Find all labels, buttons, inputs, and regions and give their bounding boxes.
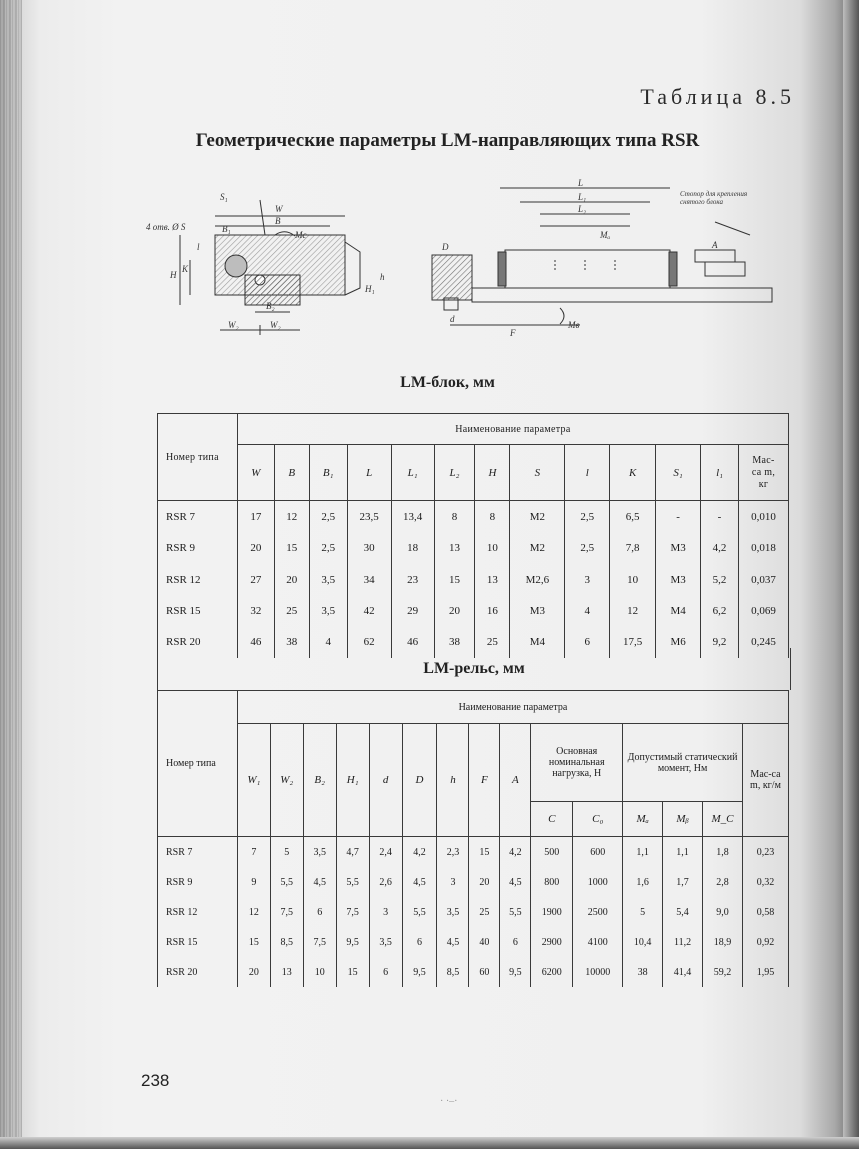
value-cell: 0,018 [738,533,788,564]
value-cell: 1,1 [623,837,663,867]
col-header: F [469,724,500,837]
label-l2: L₂ [578,204,587,214]
page-bottom-edge [0,1137,859,1149]
value-cell: 6 [402,927,437,957]
col-header: H₁ [336,724,369,837]
col-header: W [237,445,274,501]
value-cell: 9 [237,867,270,897]
page-number: 238 [141,1071,170,1090]
value-cell: 60 [469,957,500,987]
rail-type-header: Номер типа [158,691,238,837]
value-cell: 7,5 [270,897,303,927]
label-h1: H₁ [365,284,375,294]
value-cell: 15 [237,927,270,957]
value-cell: 13,4 [391,501,434,533]
type-cell: RSR 20 [158,957,238,987]
value-cell: 20 [434,595,475,626]
value-cell: 3,5 [303,837,336,867]
rail-mass-header: Мас-са m, кг/м [742,724,788,837]
value-cell: 25 [274,595,309,626]
value-cell: M4 [510,627,565,658]
value-cell: 13 [270,957,303,987]
type-cell: RSR 20 [158,627,238,658]
value-cell: 6 [500,927,531,957]
value-cell: 3 [565,564,610,595]
value-cell: 29 [391,595,434,626]
label-h-small: h [380,272,385,282]
col-header: L₁ [391,445,434,501]
label-w2-right: W₂ [270,320,281,330]
rail-section-header [157,648,791,690]
type-cell: RSR 15 [158,595,238,626]
value-cell: 2,4 [369,837,402,867]
value-cell: M4 [656,595,701,626]
value-cell: 4,5 [500,867,531,897]
type-cell: RSR 7 [158,837,238,867]
book-binding [0,0,22,1149]
col-header: W₂ [270,724,303,837]
value-cell: 4,5 [437,927,469,957]
value-cell: 7 [237,837,270,867]
value-cell: 10 [475,533,510,564]
value-cell: 6,5 [610,501,656,533]
col-header: M_C [703,802,743,837]
value-cell: 4,5 [303,867,336,897]
value-cell: 59,2 [703,957,743,987]
value-cell: 2,8 [703,867,743,897]
value-cell: 500 [531,837,573,867]
col-header: W₁ [237,724,270,837]
type-header: Номер типа [158,414,238,501]
value-cell: 34 [347,564,391,595]
value-cell: 9,5 [500,957,531,987]
technical-drawing [146,178,780,345]
col-header: C₀ [573,802,623,837]
label-l1: L₁ [578,192,587,202]
value-cell: 16 [475,595,510,626]
value-cell: 38 [274,627,309,658]
side-view [432,188,772,325]
value-cell: M6 [656,627,701,658]
value-cell: 8 [434,501,475,533]
value-cell: 2,5 [309,501,347,533]
value-cell: 5,5 [270,867,303,897]
value-cell: 800 [531,867,573,897]
rail-table-body [158,837,789,987]
value-cell: 5 [623,897,663,927]
page-right-edge [843,0,859,1149]
value-cell: M3 [510,595,565,626]
block-table-body [158,501,789,658]
param-header: Наименование параметра [237,414,788,445]
moment-header: Допустимый статический момент, Нм [623,724,743,802]
value-cell: 5,4 [663,897,703,927]
value-cell: 9,0 [703,897,743,927]
value-cell: 15 [274,533,309,564]
value-cell: 0,32 [742,867,788,897]
type-cell: RSR 9 [158,533,238,564]
col-header: Mᵦ [663,802,703,837]
label-a: A [712,240,718,250]
col-header: K [610,445,656,501]
note-stopper-2: снятого блока [680,198,723,206]
table-row [158,897,789,927]
value-cell: 12 [274,501,309,533]
value-cell: - [701,501,739,533]
value-cell: 7,5 [303,927,336,957]
value-cell: 23 [391,564,434,595]
value-cell: 600 [573,837,623,867]
label-b: B [275,216,281,226]
table-row [158,837,789,867]
col-header: l₁ [701,445,739,501]
value-cell: 4100 [573,927,623,957]
label-mb: Mв [568,320,580,330]
col-header: C [531,802,573,837]
page-title: Геометрические параметры LM-направляющих типа RSR [195,130,700,151]
value-cell: 5,5 [500,897,531,927]
value-cell: 10 [303,957,336,987]
value-cell: 6200 [531,957,573,987]
value-cell: 4,2 [500,837,531,867]
label-f: F [510,328,516,338]
col-header: S₁ [656,445,701,501]
cross-section-view [180,200,360,335]
label-w: W [275,204,283,214]
value-cell: 6 [565,627,610,658]
value-cell: 1,6 [623,867,663,897]
value-cell: 6 [303,897,336,927]
col-header: Mₐ [623,802,663,837]
value-cell: 8,5 [270,927,303,957]
col-header: h [437,724,469,837]
label-s1: S₁ [220,192,228,202]
value-cell: 0,245 [738,627,788,658]
value-cell: 0,23 [742,837,788,867]
col-header: D [402,724,437,837]
col-header: B₁ [309,445,347,501]
label-mc: Mc [295,230,307,240]
load-header: Основная номинальная нагрузка, Н [531,724,623,802]
value-cell: 46 [237,627,274,658]
value-cell: 20 [237,957,270,987]
value-cell: 2,5 [565,533,610,564]
value-cell: 7,5 [336,897,369,927]
value-cell: 0,92 [742,927,788,957]
table-row [158,501,789,533]
rail-section-title: LM-рельс, мм [423,660,525,677]
value-cell: 13 [475,564,510,595]
value-cell: 12 [610,595,656,626]
value-cell: 18,9 [703,927,743,957]
value-cell: 23,5 [347,501,391,533]
value-cell: 1,95 [742,957,788,987]
value-cell: 3,5 [437,897,469,927]
value-cell: 1000 [573,867,623,897]
value-cell: 9,2 [701,627,739,658]
value-cell: 10 [610,564,656,595]
value-cell: 8,5 [437,957,469,987]
block-params-table [157,413,789,658]
value-cell: 8 [475,501,510,533]
value-cell: 40 [469,927,500,957]
note-stopper-1: Стопор для крепления [680,190,748,198]
value-cell: 3 [437,867,469,897]
value-cell: 25 [469,897,500,927]
value-cell: 17,5 [610,627,656,658]
col-header: L [347,445,391,501]
value-cell: 4 [309,627,347,658]
value-cell: 62 [347,627,391,658]
table-row [158,533,789,564]
value-cell: 7,8 [610,533,656,564]
value-cell: 2,5 [565,501,610,533]
label-l-total: L [578,178,584,188]
value-cell: 18 [391,533,434,564]
col-header: H [475,445,510,501]
value-cell: 0,069 [738,595,788,626]
value-cell: 2500 [573,897,623,927]
value-cell: 6,2 [701,595,739,626]
value-cell: 4,7 [336,837,369,867]
type-cell: RSR 9 [158,867,238,897]
type-cell: RSR 12 [158,564,238,595]
value-cell: 11,2 [663,927,703,957]
value-cell: 15 [469,837,500,867]
value-cell: 5,5 [336,867,369,897]
value-cell: 3,5 [369,927,402,957]
value-cell: 3 [369,897,402,927]
type-cell: RSR 12 [158,897,238,927]
value-cell: 4,5 [402,867,437,897]
value-cell: 32 [237,595,274,626]
col-header: A [500,724,531,837]
value-cell: M2 [510,533,565,564]
value-cell: 1,8 [703,837,743,867]
label-l: l [197,242,200,252]
mass-col-header: Мас- са m, кг [738,445,788,501]
label-b2: B₂ [266,301,275,311]
value-cell: 20 [274,564,309,595]
value-cell: 4 [565,595,610,626]
rail-param-header: Наименование параметра [237,691,788,724]
value-cell: 15 [434,564,475,595]
col-header: l [565,445,610,501]
value-cell: 20 [469,867,500,897]
value-cell: 15 [336,957,369,987]
label-h: H [170,270,177,280]
col-header: L₂ [434,445,475,501]
value-cell: 4,2 [402,837,437,867]
label-d-big: D [442,242,449,252]
col-header: d [369,724,402,837]
value-cell: 2,5 [309,533,347,564]
col-header: B [274,445,309,501]
value-cell: 38 [434,627,475,658]
value-cell: 0,010 [738,501,788,533]
value-cell: 6 [369,957,402,987]
value-cell: 25 [475,627,510,658]
value-cell: 1900 [531,897,573,927]
value-cell: 3,5 [309,564,347,595]
block-section-title: LM-блок, мм [400,374,495,391]
table-row [158,595,789,626]
value-cell: 5,2 [701,564,739,595]
value-cell: M3 [656,533,701,564]
value-cell: 46 [391,627,434,658]
value-cell: 2900 [531,927,573,957]
value-cell: 41,4 [663,957,703,987]
label-d-small: d [450,314,455,324]
label-k: K [182,264,189,274]
label-holes: 4 отв. Ø S [146,222,186,232]
value-cell: 13 [434,533,475,564]
type-cell: RSR 15 [158,927,238,957]
value-cell: 12 [237,897,270,927]
value-cell: 2,6 [369,867,402,897]
value-cell: 17 [237,501,274,533]
value-cell: 0,037 [738,564,788,595]
value-cell: 1,1 [663,837,703,867]
value-cell: 42 [347,595,391,626]
table-row [158,564,789,595]
col-header: B₂ [303,724,336,837]
value-cell: 9,5 [402,957,437,987]
value-cell: 4,2 [701,533,739,564]
type-cell: RSR 7 [158,501,238,533]
value-cell: 9,5 [336,927,369,957]
value-cell: 27 [237,564,274,595]
table-row [158,927,789,957]
table-row [158,957,789,987]
value-cell: 2,3 [437,837,469,867]
label-b1: B₁ [222,224,231,234]
table-number-label: Таблица 8.5 [640,84,795,109]
value-cell: 10,4 [623,927,663,957]
value-cell: 10000 [573,957,623,987]
value-cell: 38 [623,957,663,987]
value-cell: M2,6 [510,564,565,595]
value-cell: 5,5 [402,897,437,927]
rail-params-table [157,690,789,987]
value-cell: 30 [347,533,391,564]
value-cell: 1,7 [663,867,703,897]
value-cell: - [656,501,701,533]
col-header: S [510,445,565,501]
value-cell: 5 [270,837,303,867]
label-w2-left: W₂ [228,320,239,330]
value-cell: M2 [510,501,565,533]
value-cell: 0,58 [742,897,788,927]
value-cell: 3,5 [309,595,347,626]
table-row [158,867,789,897]
label-ma: Mₐ [600,230,611,240]
value-cell: M3 [656,564,701,595]
value-cell: 20 [237,533,274,564]
scan-speck: · ·–· [440,1096,458,1107]
